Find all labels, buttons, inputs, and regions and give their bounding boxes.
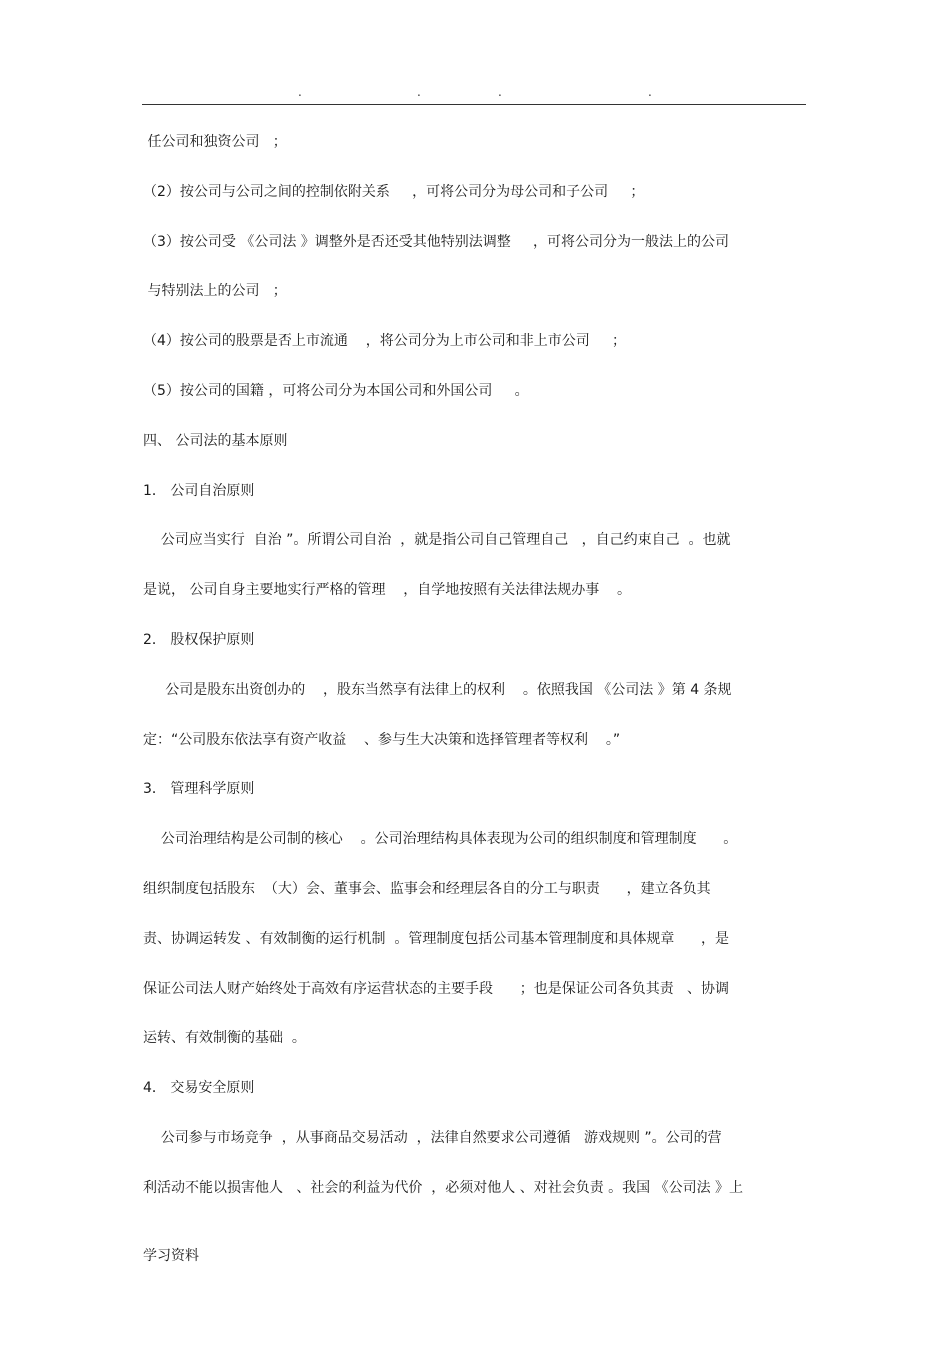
text-line: 公司参与市场竞争 ，从事商品交易活动 ，法律自然要求公司遵循 游戏规则 ”。公司的营 bbox=[143, 1129, 722, 1146]
text-line: （5）按公司的国籍 ，可将公司分为本国公司和外国公司 。 bbox=[143, 382, 529, 399]
text-line: 责、协调运转发 、有效制衡的运行机制 。管理制度包括公司基本管理制度和具体规章 ，是 bbox=[143, 930, 730, 947]
header-dot: . bbox=[498, 85, 502, 99]
subsection-heading: 3． 管理科学原则 bbox=[143, 781, 255, 798]
subsection-heading: 2． 股权保护原则 bbox=[143, 631, 255, 648]
text-line: 公司应当实行 自治 ”。所谓公司自治 ，就是指公司自己管理自己 ，自己约束自己 。也就 bbox=[143, 532, 731, 549]
text-line: 定：“公司股东依法享有资产收益 、参与生大决策和选择管理者等权利 。” bbox=[143, 731, 621, 748]
text-line: 任公司和独资公司 ； bbox=[143, 134, 287, 150]
header-dot: . bbox=[417, 85, 421, 99]
text-line: 是说， 公司自身主要地实行严格的管理 ，自学地按照有关法律法规办事 。 bbox=[143, 582, 632, 599]
text-line: 公司治理结构是公司制的核心 。公司治理结构具体表现为公司的组织制度和管理制度 。 bbox=[143, 831, 738, 848]
document-body bbox=[143, 118, 807, 1214]
header-dot: . bbox=[648, 85, 652, 99]
subsection-heading: 4． 交易安全原则 bbox=[143, 1080, 255, 1097]
text-line: 组织制度包括股东 （大）会、董事会、监事会和经理层各自的分工与职责 ，建立各负其 bbox=[143, 880, 711, 897]
text-line: 运转、有效制衡的基础 。 bbox=[143, 1030, 306, 1047]
text-line: （4）按公司的股票是否上市流通 ，将公司分为上市公司和非上市公司 ； bbox=[143, 333, 626, 350]
header-dot: . bbox=[298, 85, 302, 99]
text-line: 与特别法上的公司 ； bbox=[143, 283, 287, 300]
subsection-heading: 1． 公司自治原则 bbox=[143, 482, 255, 499]
text-line: 公司是股东出资创办的 ，股东当然享有法律上的权利 。依照我国 《公司法 》第 4 条规 bbox=[143, 681, 732, 698]
text-line: （2）按公司与公司之间的控制依附关系 ，可将公司分为母公司和子公司 ； bbox=[143, 183, 645, 200]
page-header bbox=[142, 82, 806, 105]
text-line: 利活动不能以损害他人 、社会的利益为代价 ，必须对他人 、对社会负责 。我国 《公司法 》上 bbox=[143, 1179, 744, 1196]
page-footer: 学习资料 bbox=[143, 1248, 199, 1264]
section-heading: 四、 公司法的基本原则 bbox=[143, 432, 288, 449]
text-line: （3）按公司受 《公司法 》调整外是否还受其他特别法调整 ，可将公司分为一般法上的公司 bbox=[143, 233, 730, 250]
text-line: 保证公司法人财产始终处于高效有序运营状态的主要手段 ；也是保证公司各负其责 、协调 bbox=[143, 980, 730, 997]
